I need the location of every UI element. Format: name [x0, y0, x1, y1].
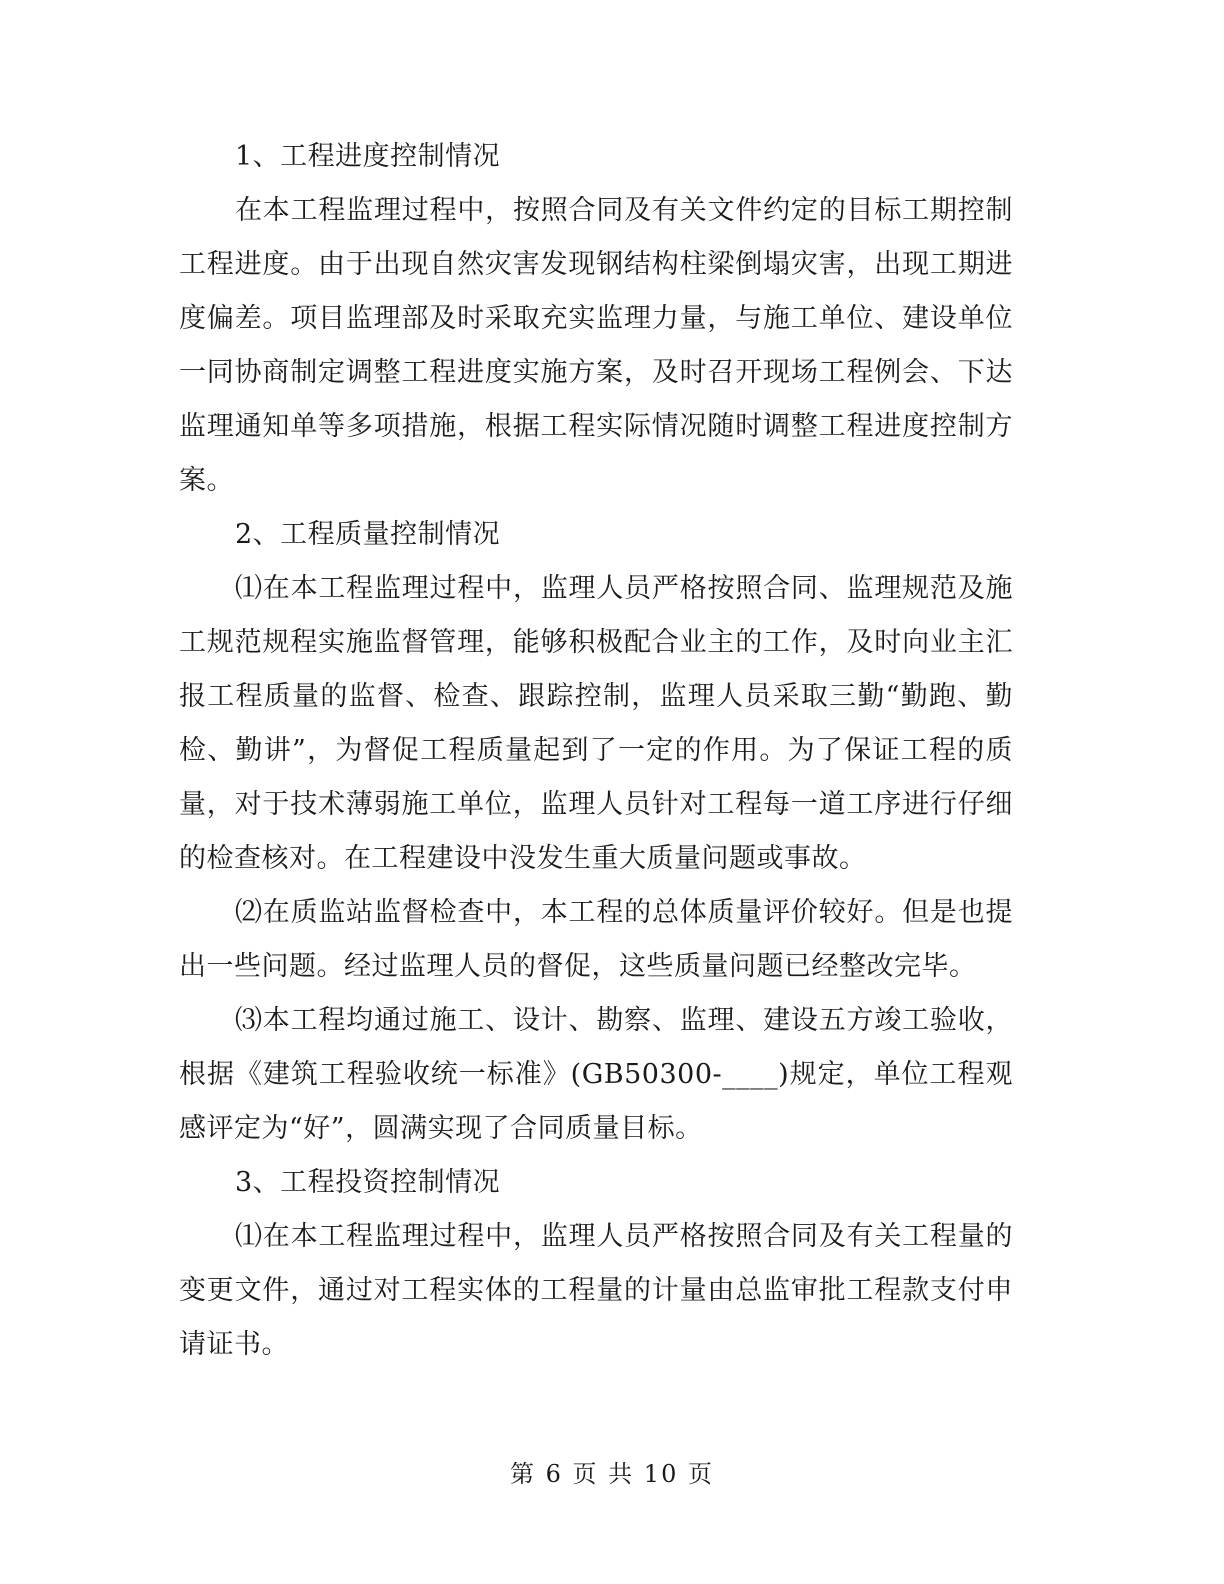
paragraph-quality-3: ⑶本工程均通过施工、设计、勘察、监理、建设五方竣工验收，根据《建筑工程验收统一标准》(GB50300-____)规定，单位工程观感评定为“好”，圆满实现了合同质量目标。 [179, 1005, 1013, 1144]
paragraph-quality-2: ⑵在质监站监督检查中，本工程的总体质量评价较好。但是也提出一些问题。经过监理人员的督促，这些质量问题已经整改完毕。 [179, 897, 1013, 982]
paragraph-quality-1: ⑴在本工程监理过程中，监理人员严格按照合同、监理规范及施工规范规程实施监督管理，能够积极配合业主的工作，及时向业主汇报工程质量的监督、检查、跟踪控制，监理人员采取三勤“勤跑、勤检、勤讲”，为督促工程质量起到了一定的作用。为了保证工程的质量，对于技术薄弱施工单位，监理人员针对工程每一道工序进行仔细的检查核对。在工程建设中没发生重大质量问题或事故。 [179, 573, 1013, 874]
section-heading-investment: 3、工程投资控制情况 [235, 1167, 501, 1198]
page-number-footer: 第 6 页 共 10 页 [510, 1460, 714, 1488]
section-heading-schedule: 1、工程进度控制情况 [235, 141, 501, 172]
paragraph-investment-1: ⑴在本工程监理过程中，监理人员严格按照合同及有关工程量的变更文件，通过对工程实体的工程量的计量由总监审批工程款支付申请证书。 [179, 1221, 1013, 1360]
document-body [179, 130, 1013, 1372]
paragraph-schedule-control: 在本工程监理过程中，按照合同及有关文件约定的目标工期控制工程进度。由于出现自然灾害发现钢结构柱梁倒塌灾害，出现工期进度偏差。项目监理部及时采取充实监理力量，与施工单位、建设单位一同协商制定调整工程进度实施方案，及时召开现场工程例会、下达监理通知单等多项措施，根据工程实际情况随时调整工程进度控制方案。 [179, 195, 1013, 496]
section-heading-quality: 2、工程质量控制情况 [235, 519, 501, 550]
